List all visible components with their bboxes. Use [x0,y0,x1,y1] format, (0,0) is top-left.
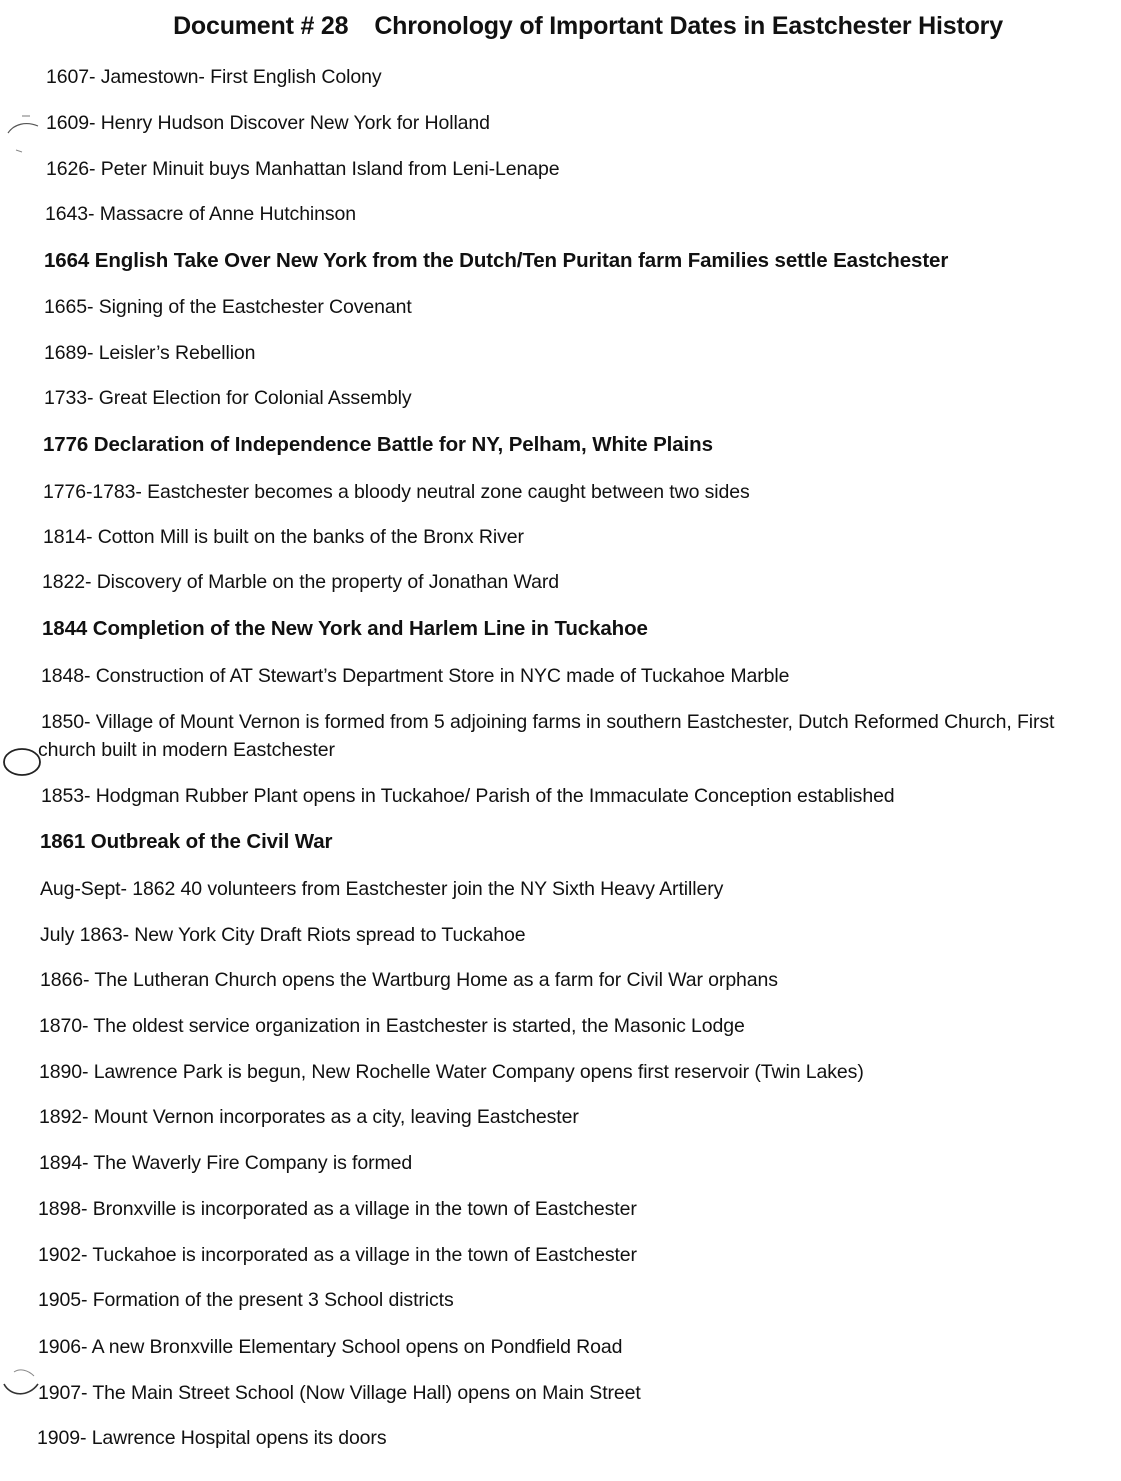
chronology-entry: 1866- The Lutheran Church opens the Wartburg Home as a farm for Civil War orphans [40,969,778,991]
chronology-entry: 1814- Cotton Mill is built on the banks of the Bronx River [43,526,524,548]
chronology-entry: Aug-Sept- 1862 40 volunteers from Eastchester join the NY Sixth Heavy Artillery [40,878,724,900]
chronology-entry: 1870- The oldest service organization in Eastchester is started, the Masonic Lodge [39,1015,745,1037]
chronology-entry: 1853- Hodgman Rubber Plant opens in Tuckahoe/ Parish of the Immaculate Conception established [41,785,895,807]
chronology-entry: 1848- Construction of AT Stewart’s Department Store in NYC made of Tuckahoe Marble [41,665,790,687]
chronology-entry: 1689- Leisler’s Rebellion [44,342,256,364]
chronology-entry: 1906- A new Bronxville Elementary School opens on Pondfield Road [38,1336,623,1358]
chronology-entry: 1894- The Waverly Fire Company is formed [39,1152,413,1174]
chronology-entry-highlight: 1664 English Take Over New York from the Dutch/Ten Puritan farm Families settle Eastchester [44,249,949,272]
chronology-entry: 1907- The Main Street School (Now Village Hall) opens on Main Street [38,1382,641,1404]
chronology-entry: 1822- Discovery of Marble on the property of Jonathan Ward [42,571,559,593]
chronology-entry: 1776-1783- Eastchester becomes a bloody neutral zone caught between two sides [43,481,750,503]
chronology-entry-highlight: 1861 Outbreak of the Civil War [40,830,333,853]
chronology-entry: 1609- Henry Hudson Discover New York for Holland [46,112,490,134]
chronology-entry: July 1863- New York City Draft Riots spread to Tuckahoe [40,924,526,946]
chronology-entry: 1665- Signing of the Eastchester Covenant [44,296,412,318]
chronology-entry-line: church built in modern Eastchester [38,739,335,761]
chronology-entry: 1905- Formation of the present 3 School districts [38,1289,454,1311]
chronology-entry: 1892- Mount Vernon incorporates as a city, leaving Eastchester [39,1106,579,1128]
chronology-entry-highlight: 1844 Completion of the New York and Harlem Line in Tuckahoe [42,617,648,640]
chronology-entry: 1902- Tuckahoe is incorporated as a village in the town of Eastchester [38,1244,637,1266]
document-title-text: Chronology of Important Dates in Eastchester History [374,12,1003,40]
chronology-entry: 1898- Bronxville is incorporated as a village in the town of Eastchester [38,1198,637,1220]
chronology-entry-multiline [38,708,1055,764]
chronology-entry: 1626- Peter Minuit buys Manhattan Island from Leni-Lenape [46,158,560,180]
chronology-entry: 1890- Lawrence Park is begun, New Rochelle Water Company opens first reservoir (Twin Lakes) [39,1061,864,1083]
chronology-entry-line: 1850- Village of Mount Vernon is formed from 5 adjoining farms in southern Eastchester, Dutch Reformed Church, First [41,711,1055,733]
chronology-entry: 1607- Jamestown- First English Colony [46,66,382,88]
document-number: Document # 28 [173,12,349,40]
chronology-entry: 1733- Great Election for Colonial Assembly [44,387,412,409]
chronology-entry-highlight: 1776 Declaration of Independence Battle for NY, Pelham, White Plains [43,433,713,456]
chronology-entry: 1643- Massacre of Anne Hutchinson [45,203,357,225]
chronology-entry: 1909- Lawrence Hospital opens its doors [37,1427,387,1449]
